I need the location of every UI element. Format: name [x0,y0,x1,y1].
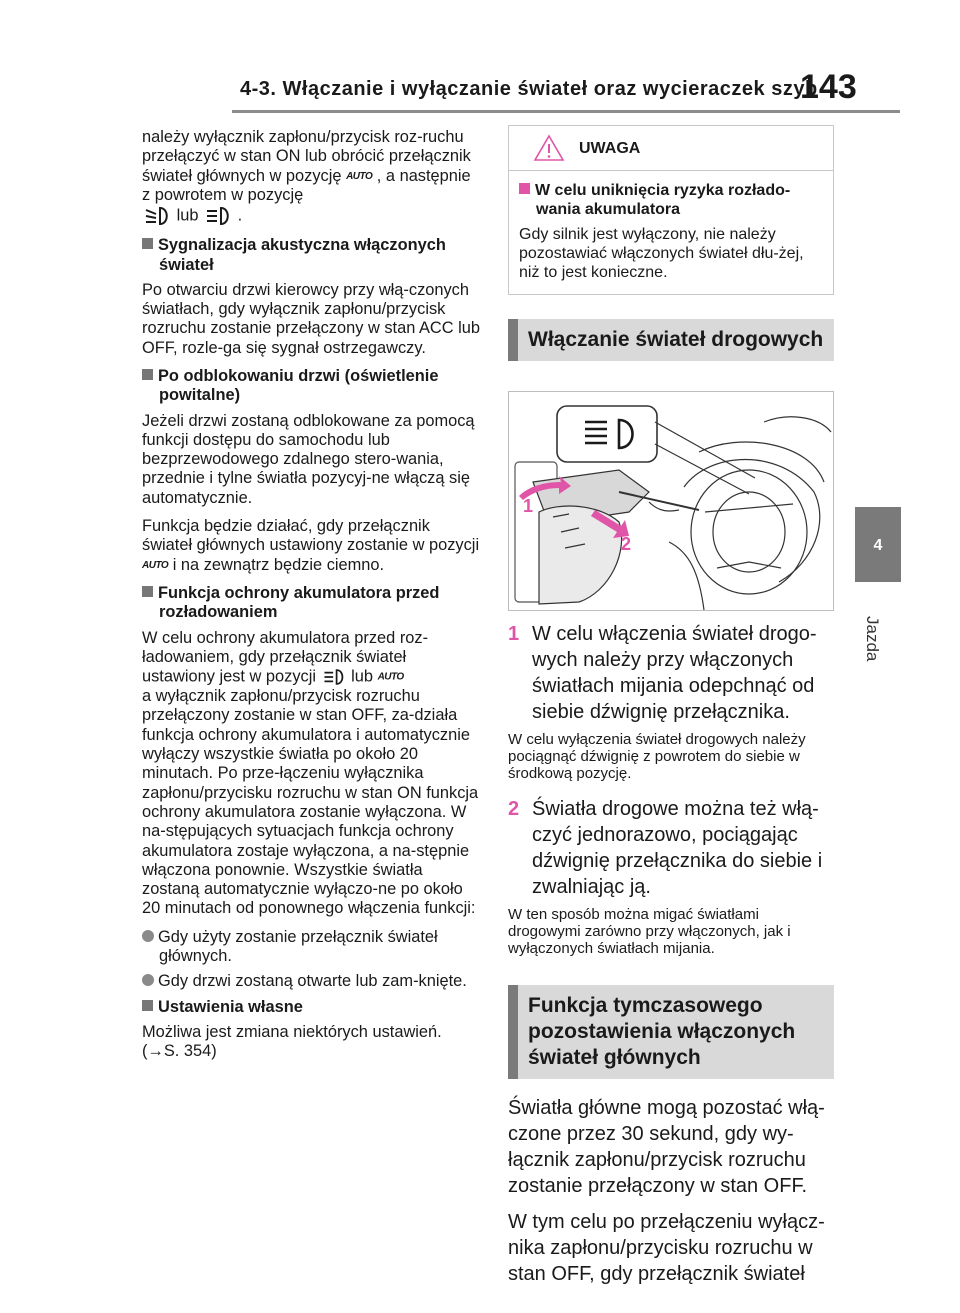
subheading-text: Po odblokowaniu drzwi (oświetlenie powitalne) [158,366,439,405]
warning-title: UWAGA [579,140,641,157]
chapter-title: 4-3. Włączanie i wyłączanie świateł oraz wycieraczek szyb [240,78,818,100]
step-number: 1 [508,623,520,645]
text: W celu ochrony akumulatora przed roz-ładowaniem, gdy przełącznik świateł [142,628,429,666]
page-header [0,0,960,120]
step-note: W ten sposób można migać światłami drogowymi zarówno przy włączonych, jak i wyłączonych światłach mijania. [508,906,791,957]
warning-header [509,126,833,171]
chapter-tab [855,507,901,582]
round-bullet-icon [142,974,154,986]
subheading [519,181,821,219]
square-bullet-icon [142,369,153,380]
subheading [142,584,482,623]
steering-column-illustration [509,392,833,610]
subheading-text: Ustawienia własne [158,997,303,1016]
text: lub [176,206,199,225]
round-bullet-icon [142,930,154,942]
section-heading: Włączanie świateł drogowych [508,319,834,361]
figure-label-2: 2 [621,534,632,554]
warning-text: Gdy silnik jest wyłączony, nie należy pozostawiać włączonych świateł dłu-żej, niż to jest konieczne. [519,226,804,281]
low-beam-icon [142,205,172,227]
paragraph: W tym celu po przełączeniu wyłącz-nika zapłonu/przycisku rozruchu w stan OFF, gdy przełącznik świateł [508,1211,825,1285]
paragraph: Po otwarciu drzwi kierowcy przy włą-czonych światłach, gdy wyłącznik zapłonu/przycisk rozruchu zostanie przełączony w stan ACC lub OFF, rozle-ga się sygnał ostrzegawczy. [142,280,480,357]
list-item [142,972,482,991]
text: , a następnie z powrotem w pozycję [142,166,471,204]
section-heading: Funkcja tymczasowego pozostawienia włączonych świateł głównych [508,985,834,1079]
text: w pozycji [412,536,480,555]
paragraph: Światła główne mogą pozostać włą-czone przez 30 sekund, gdy wy-łącznik zapłonu/przycisk rozruchu zostanie przełączony w stan OFF. [508,1097,825,1197]
square-bullet-icon [142,1000,153,1011]
subheading [142,236,482,275]
subheading-text: Sygnalizacja akustyczna włączonych świateł [158,236,446,274]
step-text: W celu włączenia świateł drogo-wych należy przy włączonych światłach mijania odepchnąć od siebie dźwignię przełącznika. [532,623,817,723]
header-divider [232,110,900,113]
text: ustawiony jest w pozycji [142,667,316,686]
auto-symbol-icon: AUTO [346,170,373,182]
paragraph [142,517,482,575]
headlight-lever-figure [508,391,834,611]
subheading-text: W celu uniknięcia ryzyka rozłado-wania akumulatora [535,182,791,218]
step-note: W celu wyłączenia świateł drogowych należy pociągnąć dźwignię z powrotem do siebie w środkową pozycję. [508,731,806,782]
square-bullet-icon [519,183,530,194]
text: Funkcja będzie działać, gdy przełącznik świateł głównych ustawiony zostanie [142,517,430,555]
step-2 [508,796,834,900]
text: należy wyłącznik zapłonu/przycisk roz-ruchu przełączyć w stan ON lub obrócić przełącznik świateł głównych w pozycję [142,128,471,185]
step-number: 2 [508,798,520,820]
paragraph [142,128,482,227]
paragraph: Możliwa jest zmiana niektórych ustawień. (→S. 354) [142,1022,442,1061]
subheading-text: Funkcja ochrony akumulatora przed rozładowaniem [158,583,440,622]
subheading [142,367,482,406]
step-text: Światła drogowe można też włą-czyć jednorazowo, pociągając dźwignię przełącznika do siebie i zwalniając ją. [532,798,823,898]
square-bullet-icon [142,238,153,249]
figure-label-1: 1 [523,496,534,516]
headlight-icon [321,667,347,687]
chapter-tab-label: Jazda [863,616,882,662]
paragraph: Jeżeli drzwi zostaną odblokowane za pomocą funkcji dostępu do samochodu lub bezprzewodowego zdalnego stero-wania, przednie i tylne światła pozycyj-ne włączą się automatycznie. [142,411,475,507]
chapter-tab-number: 4 [873,537,883,554]
paragraph [142,629,482,919]
list-item [142,928,482,967]
text: Gdy użyty zostanie przełącznik świateł głównych. [158,927,438,966]
text: . [237,206,243,225]
page-number: 143 [800,68,857,106]
warning-body [509,171,833,294]
headlight-icon [203,205,233,227]
subheading [142,998,482,1017]
auto-symbol-icon: AUTO [377,671,404,683]
text: Gdy drzwi zostaną otwarte lub zam-knięte. [158,972,467,991]
left-column [142,128,482,1071]
square-bullet-icon [142,586,153,597]
step-1 [508,621,834,725]
auto-symbol-icon: AUTO [142,559,169,571]
text: lub [351,667,373,686]
right-column [508,125,834,1287]
warning-triangle-icon [533,134,565,162]
text: i na zewnątrz będzie ciemno. [172,555,385,574]
text: a wyłącznik zapłonu/przycisk rozruchu przełączony zostanie w stan OFF, za-działa funkcja ochrony akumulatora i automatycznie wyłączy wszystkie światła po około 20 minutach. Po prze-łączeniu wyłącznika zapłonu/przycisku rozruchu w stan ON funkcja ochrony akumulatora zostanie wyłączona. W na-stępujących sytuacjach funkcja ochrony akumulatora zostaje wyłączona, a na-stępnie włączona ponownie. Wszystkie światła zostaną automatycznie wyłączo-ne po około 20 minutach od ponownego włączenia funkcji: [142,687,479,918]
warning-box [508,125,834,295]
